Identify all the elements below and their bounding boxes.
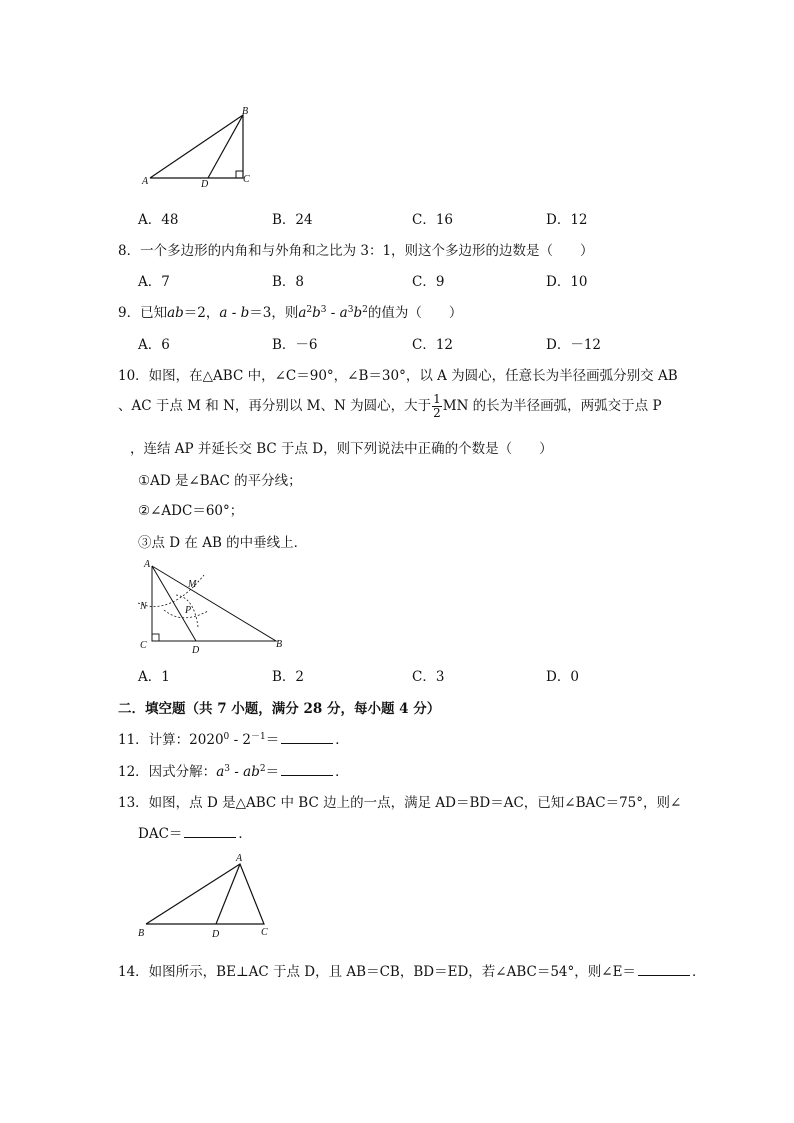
label-b: B: [138, 928, 145, 939]
triangle-abc: [150, 115, 243, 178]
question-14-text: [118, 960, 705, 980]
q10-line2-post: MN 的长为半径画弧，两弧交于点 P: [442, 398, 662, 414]
question-10-item3: ③点 D 在 AB 的中垂线上．: [138, 535, 308, 551]
option-b[interactable]: B．2: [272, 669, 305, 685]
fraction-denominator: 2: [433, 406, 441, 420]
option-d[interactable]: D．0: [546, 669, 579, 685]
q9-exp2b: 2: [362, 305, 368, 315]
label-a: A: [144, 559, 151, 570]
q9-minus: -: [326, 305, 340, 321]
option-d[interactable]: D．10: [546, 274, 588, 290]
option-c[interactable]: C．3: [412, 669, 445, 685]
question-10-item1: ①AD 是∠BAC 的平分线；: [138, 473, 302, 489]
label-d: D: [212, 929, 220, 940]
q11-suffix: ＝: [265, 732, 280, 748]
q12-ab: ab: [243, 764, 260, 780]
q11-prefix: 11．计算：2020: [118, 732, 224, 748]
label-b: B: [242, 106, 249, 117]
segment-ad: [216, 864, 240, 924]
triangle-abc: [152, 566, 276, 641]
q12-suffix: ＝: [265, 764, 280, 780]
q14-text: 14．如图所示，BE⊥AC 于点 D，且 AB＝CB，BD＝ED，若∠ABC＝54°，则∠E＝: [118, 964, 636, 980]
q9-exp2a: 3: [347, 305, 354, 315]
q12-exp2: 2: [259, 764, 266, 774]
right-angle-mark: [236, 171, 243, 178]
q9-prefix: 9．已知: [118, 305, 168, 321]
q14-end: ．: [691, 964, 706, 980]
q12-a: a: [216, 764, 225, 780]
triangle-abc: [146, 864, 264, 924]
question-10-line1: 10．如图，在△ABC 中，∠C＝90°，∠B＝30°，以 A 为圆心，任意长为半径画弧分别交 AB: [118, 368, 678, 384]
q9-exp1b: 3: [320, 305, 327, 315]
answer-blank[interactable]: [281, 763, 333, 776]
label-n: N: [140, 601, 147, 612]
fraction-one-half: [432, 393, 442, 420]
label-c: C: [261, 927, 268, 938]
question-8-text: 8．一个多边形的内角和与外角和之比为 3：1，则这个多边形的边数是（ ）: [118, 243, 594, 259]
option-d[interactable]: D．12: [546, 212, 588, 228]
q12-exp1: 3: [224, 764, 230, 774]
option-a[interactable]: A．6: [138, 337, 170, 353]
label-b: B: [276, 639, 283, 650]
q13-line2-text: DAC＝: [138, 826, 183, 842]
q11-exp1: 0: [223, 732, 230, 742]
question-11-text: [118, 728, 349, 748]
q13-end: ．: [238, 826, 252, 842]
q9-eq2: ＝3，则: [249, 305, 299, 321]
q9-eq1: ＝2，: [183, 305, 220, 321]
question-13-line1: 13．如图，点 D 是△ABC 中 BC 边上的一点，满足 AD＝BD＝AC，已知∠BAC＝75°，则∠: [118, 795, 682, 811]
q12-mid: -: [229, 764, 244, 780]
question-13-line2: [138, 822, 252, 842]
q12-end: ．: [335, 764, 349, 780]
q9-exp1a: 2: [306, 305, 313, 315]
label-d: D: [201, 179, 209, 190]
question-10-item2: ②∠ADC＝60°；: [138, 503, 244, 519]
q12-prefix: 12．因式分解：: [118, 764, 217, 780]
option-c[interactable]: C．12: [412, 337, 454, 353]
label-c: C: [140, 640, 147, 651]
q10-line2-pre: 、AC 于点 M 和 N，再分别以 M、N 为圆心，大于: [118, 398, 432, 414]
fraction-numerator: 1: [433, 392, 441, 406]
answer-blank[interactable]: [638, 963, 690, 976]
segment-ad: [152, 566, 196, 641]
option-d[interactable]: D．－12: [546, 337, 602, 353]
label-d: D: [192, 645, 200, 656]
answer-blank[interactable]: [281, 731, 333, 744]
option-c[interactable]: C．16: [412, 212, 454, 228]
option-c[interactable]: C．9: [412, 274, 445, 290]
option-b[interactable]: B．8: [272, 274, 305, 290]
q11-exp2: －1: [251, 732, 266, 742]
q9-amb: a - b: [219, 305, 250, 321]
label-p: P: [185, 605, 192, 616]
question-9-text: [118, 301, 462, 321]
q9-term2: a: [339, 305, 348, 321]
right-angle-mark: [152, 634, 159, 641]
q9-term1b: b: [312, 305, 321, 321]
option-b[interactable]: B．－6: [272, 337, 318, 353]
question-12-text: [118, 760, 349, 780]
label-a: A: [142, 176, 149, 187]
q9-term2b: b: [353, 305, 363, 321]
q11-mid: - 2: [229, 732, 252, 748]
label-a: A: [236, 853, 243, 864]
option-b[interactable]: B．24: [272, 212, 313, 228]
q10-figure: [130, 555, 300, 657]
question-10-line3: ，连结 AP 并延长交 BC 于点 D，则下列说法中正确的个数是（ ）: [130, 441, 553, 457]
q9-ab: ab: [167, 305, 184, 321]
q11-end: ．: [335, 732, 349, 748]
section-2-heading: 二．填空题（共 7 小题，满分 28 分，每小题 4 分）: [118, 701, 441, 717]
label-m: M: [188, 579, 197, 590]
option-a[interactable]: A．7: [138, 274, 170, 290]
question-10-line2: [118, 393, 662, 420]
option-a[interactable]: A．1: [138, 669, 170, 685]
q7-figure: [130, 100, 270, 195]
q13-figure: [130, 848, 280, 943]
segment-bd: [208, 115, 243, 178]
q9-suffix: 的值为（ ）: [367, 305, 463, 321]
q9-term1: a: [298, 305, 307, 321]
answer-blank[interactable]: [184, 825, 236, 838]
label-c: C: [243, 174, 250, 185]
option-a[interactable]: A．48: [138, 212, 179, 228]
